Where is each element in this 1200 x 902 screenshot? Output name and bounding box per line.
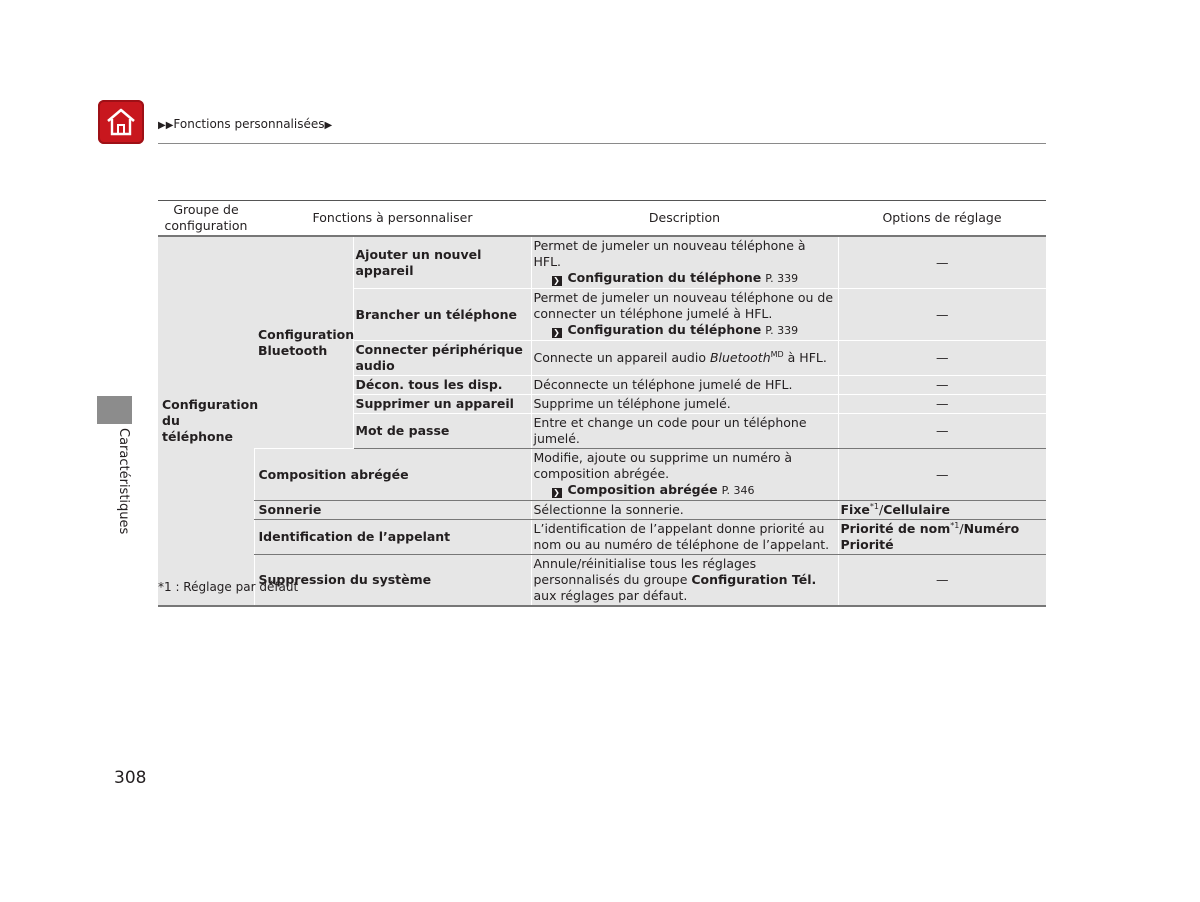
description-cell bbox=[531, 341, 838, 376]
section-tab[interactable] bbox=[97, 396, 132, 424]
option-default: Priorité de nom bbox=[840, 521, 951, 536]
header-options: Options de réglage bbox=[838, 201, 1046, 237]
function-cell: Décon. tous les disp. bbox=[353, 376, 531, 395]
description-cell bbox=[531, 289, 838, 341]
table-row bbox=[158, 501, 1046, 520]
breadcrumb[interactable] bbox=[158, 117, 332, 131]
header-functions: Fonctions à personnaliser bbox=[254, 201, 531, 237]
table-row bbox=[158, 449, 1046, 501]
section-label: Caractéristiques bbox=[116, 428, 131, 535]
header-group: Groupe de configuration bbox=[158, 201, 254, 237]
function-cell: Ajouter un nouvel appareil bbox=[353, 236, 531, 289]
option-cell: — bbox=[838, 289, 1046, 341]
reference-page: P. 339 bbox=[765, 324, 799, 337]
arrow-reference-icon: ❯ bbox=[553, 328, 560, 337]
page-reference[interactable] bbox=[534, 322, 836, 339]
header-description: Description bbox=[531, 201, 838, 237]
function-cell: Composition abrégée bbox=[254, 449, 531, 501]
subgroup-cell: Configuration Bluetooth bbox=[254, 236, 353, 449]
description-italic: Bluetooth bbox=[709, 350, 771, 365]
breadcrumb-arrows-icon: ▶▶ bbox=[158, 120, 174, 131]
arrow-reference-icon: ❯ bbox=[553, 276, 560, 285]
page-number: 308 bbox=[114, 768, 147, 788]
option-default: Fixe bbox=[840, 502, 870, 517]
reference-label: Configuration du téléphone bbox=[567, 270, 762, 285]
option-cell: — bbox=[838, 341, 1046, 376]
table-row bbox=[158, 520, 1046, 555]
settings-table bbox=[158, 200, 1046, 607]
option-cell: — bbox=[838, 395, 1046, 414]
description-cell: Supprime un téléphone jumelé. bbox=[531, 395, 838, 414]
arrow-reference-icon: ❯ bbox=[553, 488, 560, 497]
function-cell: Supprimer un appareil bbox=[353, 395, 531, 414]
description-cell bbox=[531, 449, 838, 501]
page-reference[interactable] bbox=[534, 270, 836, 287]
description-text: Modifie, ajoute ou supprime un numéro à composition abrégée. bbox=[533, 450, 793, 481]
option-cell: — bbox=[838, 414, 1046, 449]
description-text: Connecte un appareil audio bbox=[533, 350, 710, 365]
breadcrumb-label[interactable]: Fonctions personnalisées bbox=[173, 117, 325, 131]
description-text-end: à HFL. bbox=[783, 350, 827, 365]
home-icon bbox=[104, 106, 138, 138]
breadcrumb-arrow-icon: ▶ bbox=[324, 120, 333, 131]
reference-label: Composition abrégée bbox=[567, 482, 718, 497]
description-text: Permet de jumeler un nouveau téléphone à HFL. bbox=[533, 238, 806, 269]
description-text: Annule/réinitialise tous les réglages personnalisés du groupe bbox=[533, 556, 757, 587]
option-cell: — bbox=[838, 555, 1046, 607]
group-cell: Configuration du téléphone bbox=[158, 236, 254, 606]
trademark-mark: MD bbox=[770, 349, 784, 359]
reference-page: P. 339 bbox=[765, 272, 799, 285]
function-cell: Connecter périphérique audio bbox=[353, 341, 531, 376]
option-cell: — bbox=[838, 236, 1046, 289]
description-text-end: aux réglages par défaut. bbox=[533, 588, 688, 603]
description-bold: Configuration Tél. bbox=[691, 572, 817, 587]
footnote-mark: *1 bbox=[950, 520, 960, 530]
description-cell: Sélectionne la sonnerie. bbox=[531, 501, 838, 520]
table-row bbox=[158, 236, 1046, 289]
footnote: *1 : Réglage par défaut bbox=[158, 580, 299, 594]
option-cell bbox=[838, 520, 1046, 555]
description-cell bbox=[531, 236, 838, 289]
description-cell: Déconnecte un téléphone jumelé de HFL. bbox=[531, 376, 838, 395]
option-cell bbox=[838, 501, 1046, 520]
reference-page: P. 346 bbox=[721, 484, 755, 497]
description-cell bbox=[531, 555, 838, 607]
home-button[interactable] bbox=[98, 100, 144, 144]
function-cell: Brancher un téléphone bbox=[353, 289, 531, 341]
footnote-mark: *1 bbox=[869, 501, 879, 511]
page-reference[interactable] bbox=[534, 482, 836, 499]
option-cell: — bbox=[838, 449, 1046, 501]
option-alternate: Cellulaire bbox=[883, 502, 950, 517]
option-separator: / bbox=[878, 502, 884, 517]
option-cell: — bbox=[838, 376, 1046, 395]
option-alternate: Numéro Priorité bbox=[840, 521, 1020, 552]
description-cell: Entre et change un code pour un téléphone jumelé. bbox=[531, 414, 838, 449]
function-cell: Identification de l’appelant bbox=[254, 520, 531, 555]
description-cell: L’identification de l’appelant donne priorité au nom ou au numéro de téléphone de l’appelant. bbox=[531, 520, 838, 555]
option-separator: / bbox=[959, 521, 964, 536]
description-text: Permet de jumeler un nouveau téléphone ou de connecter un téléphone jumelé à HFL. bbox=[533, 290, 834, 321]
header-divider bbox=[158, 143, 1046, 144]
function-cell: Suppression du système bbox=[254, 555, 531, 607]
reference-label: Configuration du téléphone bbox=[567, 322, 762, 337]
function-cell: Sonnerie bbox=[254, 501, 531, 520]
function-cell: Mot de passe bbox=[353, 414, 531, 449]
table-header-row bbox=[158, 201, 1046, 237]
